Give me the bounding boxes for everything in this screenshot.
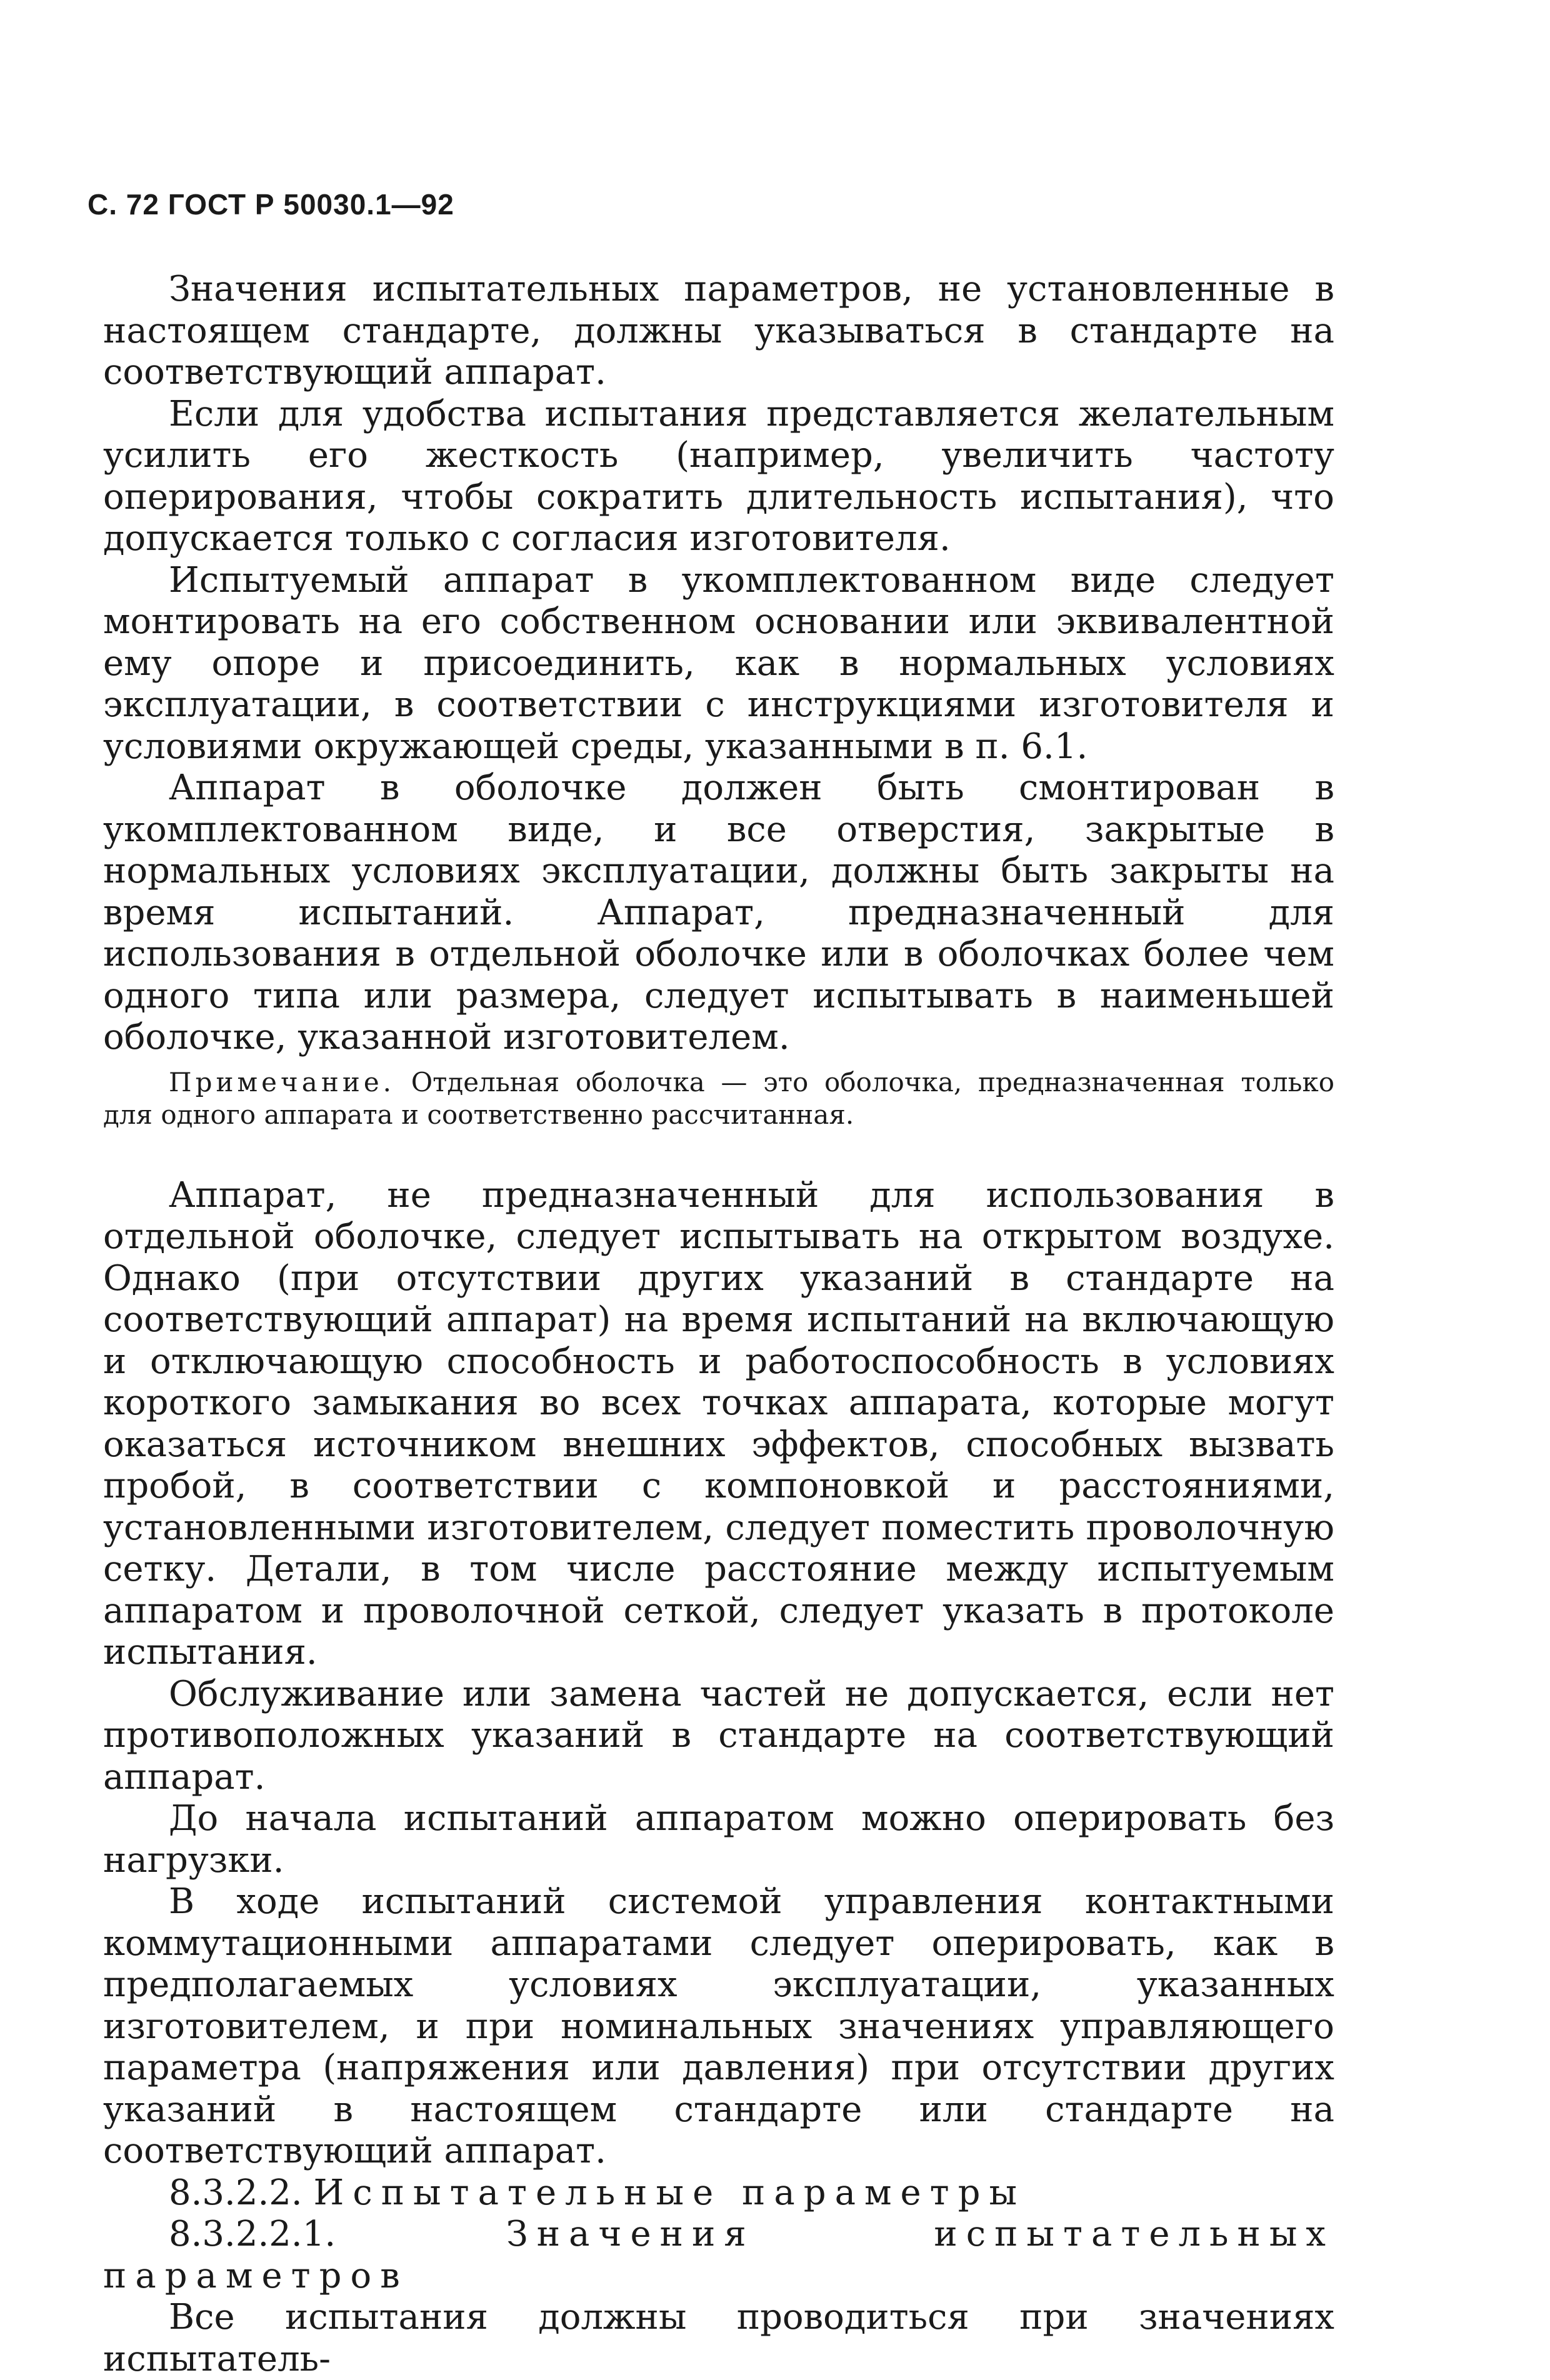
section-number: 8.3.2.2.1. xyxy=(169,2214,336,2254)
note-text: Отдельная оболочка — это оболочка, предназначенная только для одного аппарата и соответственно рассчитанная. xyxy=(103,1066,1334,1130)
section-title: Значения испытательных параметров xyxy=(103,2214,1334,2296)
paragraph: В ходе испытаний системой управления контактными коммутационными аппаратами следует оперировать, как в предполагаемых условиях эксплуатации, указанных изготовителем, и при номинальных значениях управляющего параметра (напряжения или давления) при отсутствии других указаний в настоящем стандарте или стандарте на соответствующий аппарат. xyxy=(103,1881,1334,2171)
paragraph: Обслуживание или замена частей не допускается, если нет противоположных указаний в стандарте на соответствующий аппарат. xyxy=(103,1673,1334,1798)
paragraph: Испытуемый аппарат в укомплектованном виде следует монтировать на его собственном основании или эквивалентной ему опоре и присоединить, как в нормальных условиях эксплуатации, в соответствии с инструкциями изготовителя и условиями окружающей среды, указанными в п. 6.1. xyxy=(103,559,1334,767)
section-heading xyxy=(103,2172,1334,2214)
paragraph: Значения испытательных параметров, не установленные в настоящем стандарте, должны указываться в стандарте на соответствующий аппарат. xyxy=(103,269,1334,392)
section-heading xyxy=(103,2214,1334,2297)
note-label: Примечание. xyxy=(169,1066,396,1098)
note xyxy=(103,1066,1334,1131)
paragraph: До начала испытаний аппаратом можно оперировать без нагрузки. xyxy=(103,1798,1334,1881)
paragraph: Все испытания должны проводиться при значениях испытатель- xyxy=(103,2297,1334,2379)
paragraph: Аппарат, не предназначенный для использования в отдельной оболочке, следует испытывать на открытом воздухе. Однако (при отсутствии других указаний в стандарте на соответствующий аппарат) на время испытаний на включающую и отключающую способность и работоспособность в условиях короткого замыкания во всех точках аппарата, которые могут оказаться источником внешних эффектов, способных вызвать пробой, в соответствии с компоновкой и расстояниями, установленными изготовителем, следует поместить проволочную сетку. Детали, в том числе расстояние между испытуемым аппаратом и проволочной сеткой, следует указать в протоколе испытания. xyxy=(103,1174,1334,1672)
section-number: 8.3.2.2. xyxy=(169,2172,302,2213)
section-title: Испытательные параметры xyxy=(313,2172,1026,2213)
paragraph: Аппарат в оболочке должен быть смонтирован в укомплектованном виде, и все отверстия, закрытые в нормальных условиях эксплуатации, должны быть закрыты на время испытаний. Аппарат, предназначенный для использования в отдельной оболочке или в оболочках более чем одного типа или размера, следует испытывать в наименьшей оболочке, указанной изготовителем. xyxy=(103,768,1334,1058)
paragraph: Если для удобства испытания представляется желательным усилить его жесткость (например, увеличить частоту оперирования, чтобы сократить длительность испытания), что допускается только с согласия изготовителя. xyxy=(103,393,1334,559)
running-head: С. 72 ГОСТ Р 50030.1—92 xyxy=(88,188,454,221)
body-text xyxy=(103,269,1334,2380)
